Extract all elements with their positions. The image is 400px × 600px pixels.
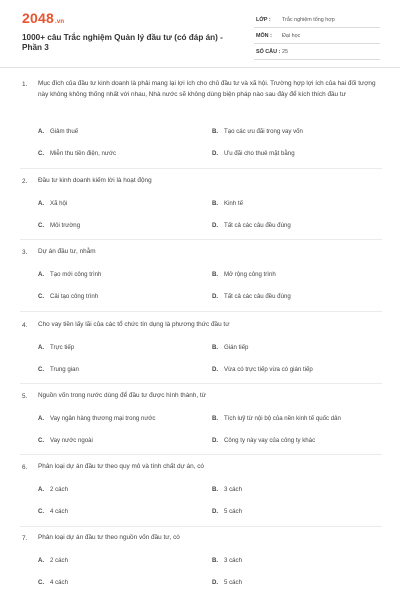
option-letter: B. (212, 486, 219, 493)
question-number: 6. (22, 464, 28, 471)
meta-class-row (254, 12, 380, 28)
option-letter: D. (212, 150, 219, 157)
option-letter: A. (38, 128, 45, 135)
option-letter: B. (212, 271, 219, 278)
meta-count-row (254, 44, 380, 60)
question-number: 2. (22, 178, 28, 185)
option-d[interactable] (212, 150, 295, 157)
question-separator (20, 383, 382, 384)
document-header (0, 0, 400, 64)
document-meta (254, 12, 380, 60)
option-text: Kinh tế (224, 200, 243, 207)
question-text: Đầu tư kinh doanh kiếm lời là hoạt động (38, 177, 152, 184)
option-text: 5 cách (224, 508, 242, 515)
option-letter: D. (212, 293, 219, 300)
option-letter: D. (212, 508, 219, 515)
option-c[interactable] (38, 508, 68, 515)
question-text: Phân loại dự án đầu tư theo nguồn vốn đầu tư, có (38, 534, 180, 541)
option-text: Gián tiếp (224, 344, 249, 351)
option-text: Môi trường (50, 222, 81, 229)
option-text: Vay nước ngoài (50, 437, 93, 444)
option-text: 4 cách (50, 508, 68, 515)
option-text: Tất cả các câu đều đúng (224, 222, 291, 229)
meta-subject-row (254, 28, 380, 44)
option-letter: D. (212, 579, 219, 586)
option-text: Trung gian (50, 366, 79, 373)
option-text: Ưu đãi cho thuê mặt bằng (224, 150, 295, 157)
header-divider (0, 67, 400, 68)
option-letter: D. (212, 222, 219, 229)
meta-subject-label: MÔN : (256, 33, 272, 39)
option-a[interactable] (38, 200, 67, 207)
option-text: Trực tiếp (50, 344, 75, 351)
option-letter: B. (212, 415, 219, 422)
logo-tld: .vn (54, 19, 65, 25)
option-letter: B. (212, 344, 219, 351)
option-text: 4 cách (50, 579, 68, 586)
question-text: Cho vay tiền lấy lãi của các tổ chức tín dụng là phương thức đầu tư (38, 321, 230, 328)
option-letter: C. (38, 579, 45, 586)
option-letter: C. (38, 508, 45, 515)
option-text: Vừa có trực tiếp vừa có gián tiếp (224, 366, 313, 373)
option-letter: C. (38, 366, 45, 373)
option-c[interactable] (38, 150, 116, 157)
option-letter: A. (38, 557, 45, 564)
option-c[interactable] (38, 293, 98, 300)
option-d[interactable] (212, 366, 313, 373)
question-number: 5. (22, 393, 28, 400)
option-d[interactable] (212, 437, 315, 444)
option-d[interactable] (212, 508, 242, 515)
option-d[interactable] (212, 579, 242, 586)
option-text: Tạo các ưu đãi trong vay vốn (224, 128, 303, 135)
option-letter: A. (38, 344, 45, 351)
meta-count-value: 25 (282, 49, 288, 55)
option-c[interactable] (38, 366, 79, 373)
option-d[interactable] (212, 222, 291, 229)
option-text: Miễn thu tiền điện, nước (50, 150, 117, 157)
document-title: 1000+ câu Trắc nghiệm Quản lý đầu tư (có đáp án) - Phần 3 (22, 33, 223, 52)
option-a[interactable] (38, 128, 78, 135)
option-text: 5 cách (224, 579, 242, 586)
option-c[interactable] (38, 437, 93, 444)
option-a[interactable] (38, 415, 155, 422)
option-c[interactable] (38, 579, 68, 586)
meta-class-label: LỚP : (256, 17, 271, 23)
option-letter: D. (212, 366, 219, 373)
question-separator (20, 168, 382, 169)
question-text: Phân loại dự án đầu tư theo quy mô và tính chất dự án, có (38, 463, 204, 470)
option-text: Công ty này vay của công ty khác (224, 437, 316, 444)
question-number: 3. (22, 249, 28, 256)
logo-main: 2048 (22, 10, 54, 26)
option-b[interactable] (212, 557, 242, 564)
option-b[interactable] (212, 415, 341, 422)
option-letter: D. (212, 437, 219, 444)
question-separator (20, 454, 382, 455)
option-text: 2 cách (50, 486, 68, 493)
option-b[interactable] (212, 486, 242, 493)
meta-subject-value: Đại học (282, 33, 301, 39)
option-text: Cải tạo công trình (50, 293, 99, 300)
option-text: Giảm thuế (50, 128, 79, 135)
question-separator (20, 239, 382, 240)
option-letter: B. (212, 128, 219, 135)
option-letter: C. (38, 293, 45, 300)
option-b[interactable] (212, 128, 303, 135)
question-separator (20, 526, 382, 527)
option-a[interactable] (38, 557, 68, 564)
question-number: 7. (22, 535, 28, 542)
option-text: 2 cách (50, 557, 68, 564)
option-b[interactable] (212, 271, 276, 278)
option-letter: C. (38, 437, 45, 444)
site-logo[interactable] (22, 10, 64, 26)
option-b[interactable] (212, 344, 248, 351)
option-text: Vay ngân hàng thương mại trong nước (50, 415, 156, 422)
option-text: 3 cách (224, 557, 242, 564)
option-text: Xã hội (50, 200, 68, 207)
option-letter: C. (38, 222, 45, 229)
question-separator (20, 311, 382, 312)
option-letter: A. (38, 271, 45, 278)
option-a[interactable] (38, 344, 74, 351)
meta-count-label: SỐ CÂU : (256, 49, 281, 55)
option-text: Tạo mới công trình (50, 271, 102, 278)
option-letter: B. (212, 557, 219, 564)
question-text: Dự án đầu tư, nhằm (38, 248, 96, 255)
option-d[interactable] (212, 293, 291, 300)
option-text: 3 cách (224, 486, 242, 493)
question-number: 1. (22, 81, 28, 88)
question-text: Mục đích của đầu tư kinh doanh là phải mang lại lợi ích cho chủ đầu tư và xã hội. Trường hợp lợi ích của hai đối tượng này không không thống nhất với nhau, Nhà nước sẽ không dùng biện pháp nào sau đây để kích thích đầu tư (38, 80, 376, 98)
option-a[interactable] (38, 486, 68, 493)
question-number: 4. (22, 322, 28, 329)
option-text: Tất cả các câu đều đúng (224, 293, 291, 300)
option-text: Tích luỹ từ nội bộ của nền kinh tế quốc dân (224, 415, 341, 422)
option-letter: C. (38, 150, 45, 157)
meta-class-value: Trắc nghiệm tổng hợp (282, 17, 335, 23)
option-b[interactable] (212, 200, 243, 207)
option-letter: A. (38, 415, 45, 422)
option-letter: A. (38, 200, 45, 207)
option-a[interactable] (38, 271, 101, 278)
option-c[interactable] (38, 222, 80, 229)
option-text: Mở rộng công trình (224, 271, 276, 278)
option-letter: A. (38, 486, 45, 493)
question-text: Nguồn vốn trong nước dùng để đầu tư được hình thành, từ (38, 392, 206, 399)
option-letter: B. (212, 200, 219, 207)
